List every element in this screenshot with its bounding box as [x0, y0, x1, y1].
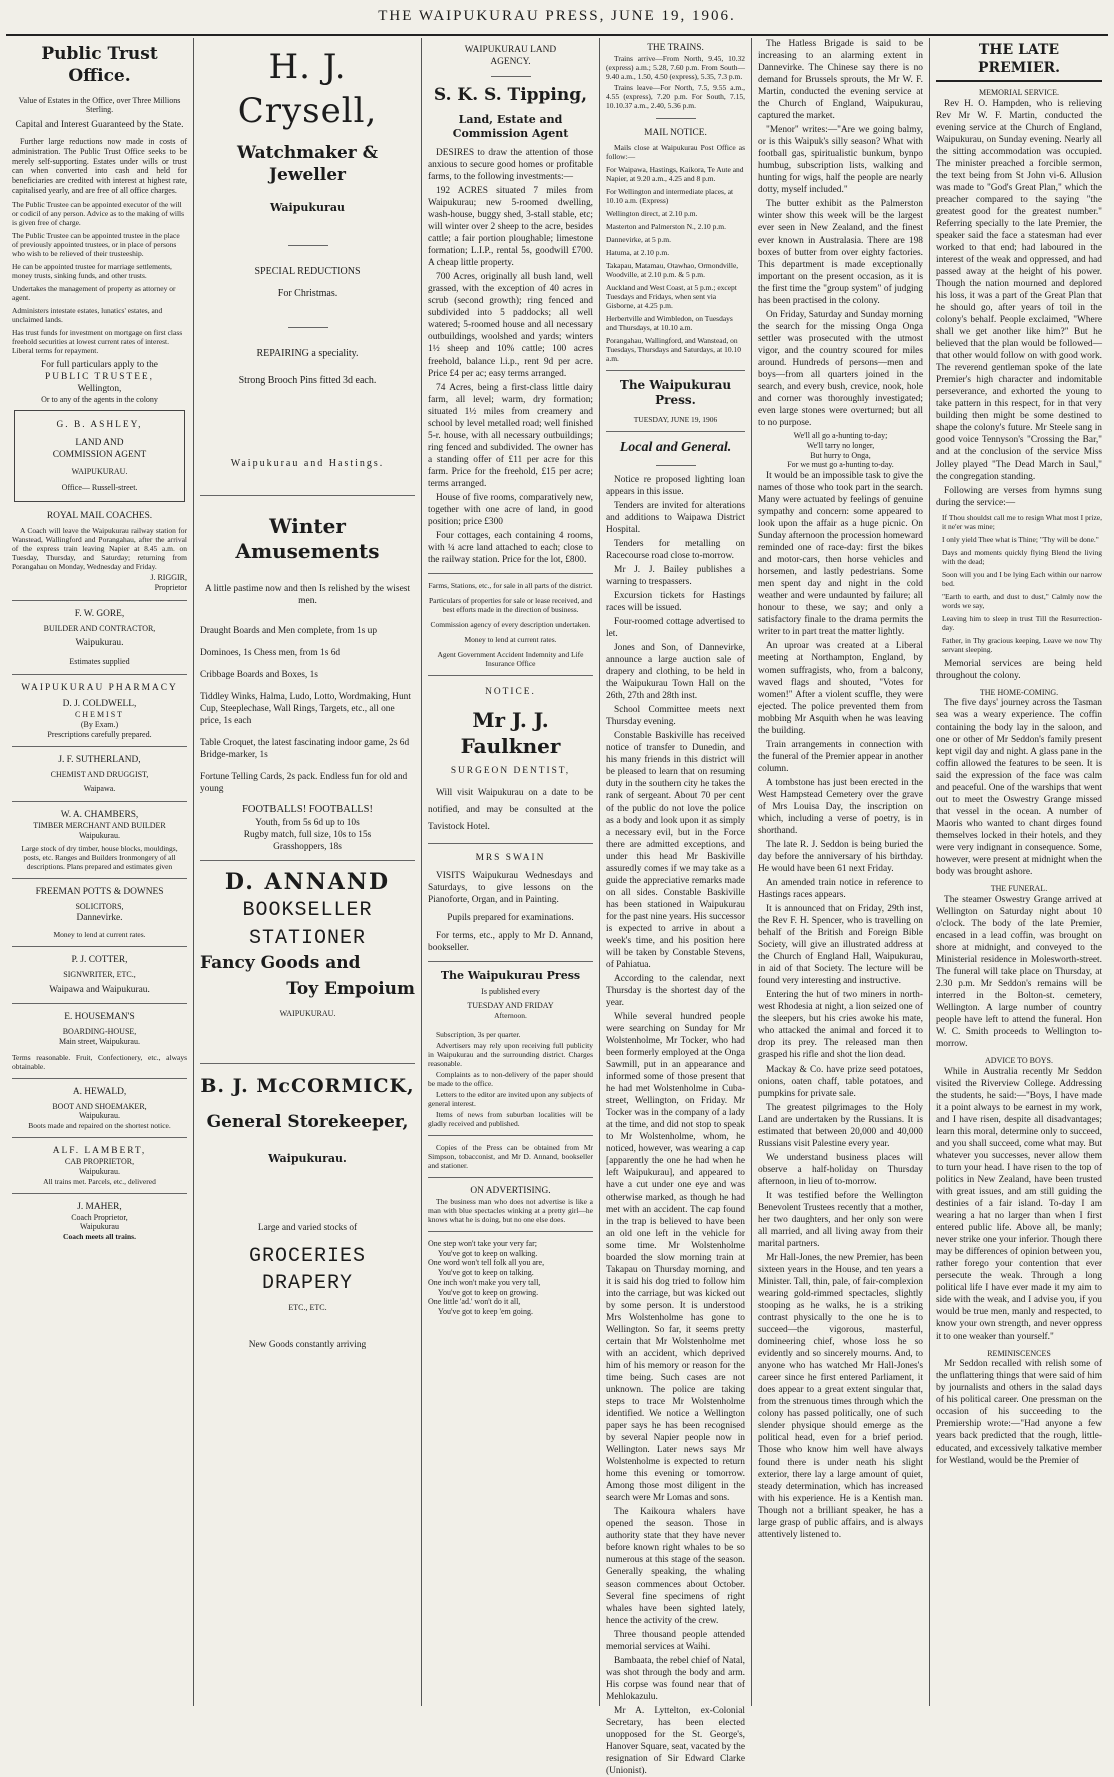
days: TUESDAY AND FRIDAY: [467, 1001, 554, 1011]
goods-item: Dominoes, 1s Chess men, from 1s 6d: [200, 648, 341, 659]
newspaper-masthead: THE WAIPUKURAU PRESS, JUNE 19, 1906.: [378, 8, 736, 24]
fancy-goods: Fancy Goods and: [200, 953, 361, 974]
mail-line: Takapau, Matamau, Otawhao, Ormondville, Woodville, at 2.10 p.m. & 5 p.m.: [606, 261, 739, 280]
advertising-text: The business man who does not advertise is like a man with blue spectacles winking at a pretty girl—he knows what he is doing, but no one else does.: [428, 1196, 593, 1224]
gore-name: F. W. GORE,: [74, 608, 125, 619]
winter-amusements: Winter Amusements: [235, 513, 380, 564]
news-para: The Kaikoura whalers have opened the season. Those in authority state that they have never before known right whales to be so numerous at this stage of the season. Generally speaking, the whaling season commences about October. Several fine specimens of right whales have been sighted lately, hence the activity of the crew.: [606, 1507, 745, 1626]
football-line: Youth, from 5s 6d up to 10s: [255, 817, 360, 828]
divider: [428, 573, 593, 574]
divider: [656, 118, 696, 119]
chambers-town: Waipukurau.: [79, 830, 120, 840]
sutherland-town: Waipawa.: [83, 784, 116, 794]
tipping-trade: Land, Estate and Commission Agent: [452, 112, 569, 140]
divider: [656, 465, 696, 466]
column-5: [752, 38, 930, 1706]
news-para: Train arrangements in connection with the funeral of the Premier appear in another column.: [758, 739, 923, 774]
chambers-text: Large stock of dry timber, house blocks, mouldings, posts, etc. Ranges and Builders Ironmongery of all descriptions. Plans prepared and estimates given: [21, 844, 178, 872]
crysell-town: Waipukurau: [270, 200, 345, 214]
ashley-line-1: LAND AND: [75, 438, 124, 449]
listing: 700 Acres, originally all bush land, well grassed, with the exception of 40 acres in scrub (second growth); ring fenced and subdivided into 5 paddocks; all well watered; 5-roomed house and all necessary outbuildings, woolshed and yards; winters 1½ sheep and 10% cattle; 100 acres freehold, balance l.i.p., rent 9d per acre. Price £4 per ac; easy terms arranged.: [428, 272, 593, 379]
divider: [12, 1003, 187, 1004]
news-para: It would be an impossible task to give the names of those who took part in the search. Many were actuated by feelings of genuine sympathy and concern: some appeared to look upon the affair as a huge picnic. On Sunday afternoon the procession homeward reminded one of race-day: first the bikes and motor-cars, then horse vehicles and horsemen, and lastly pedestrians. Some men spent day and night in the cold weather and were undaunted by failure; all honour to these, we say; and only a satisfactory finale to the drama permits the writer to in part treat the matter lightly.: [758, 471, 923, 638]
advertising-title: ON ADVERTISING.: [470, 1185, 551, 1196]
news-para: Tenders are invited for alterations and additions to Waipawa District Hospital.: [606, 500, 745, 535]
sub-info: Complaints as to non-delivery of the paper should be made to the office.: [428, 1069, 593, 1088]
public-trust-item-2: The Public Trustee can be appointed trustee in the place of previously appointed trustees, or in place of persons who wish to be relieved of their trusteeship.: [12, 230, 180, 258]
news-para: Four-roomed cottage advertised to let.: [606, 617, 745, 640]
news-para: Entering the hut of two miners in north-west Rhodesia at night, a lion seized one of the sleepers, but his cries awoke his mate, who attacked the animal and forced it to drop its prey. The released man then grasped his rifle and shot the lion dead.: [758, 990, 923, 1061]
hymn-verse: I only yield Thee what is Thine; "Thy will be done.": [942, 534, 1099, 544]
crysell-trade: Watchmaker & Jeweller: [236, 143, 378, 185]
memorial-held: Memorial services are being held throughout the colony.: [936, 658, 1102, 681]
brooch-pins: Strong Brooch Pins fitted 3d each.: [238, 375, 377, 386]
swain-text: VISITS Waipukurau Wednesdays and Saturdays, to give lessons on the Pianoforte, Organ, and in Painting.: [428, 871, 593, 906]
news-para: Notice re proposed lighting loan appears in this issue.: [606, 474, 745, 497]
land-agency-sub: AGENCY.: [490, 57, 531, 68]
poem-line: You've got to keep on growing.: [438, 1287, 539, 1297]
divider: [288, 245, 328, 246]
news-para: "Menor" writes:—"Are we going balmy, or is this Waipuk's silly season? What with football gas, spiritualistic bunkum, bynpo humbug, subscription lists, walking and hunting for wigs, half the people are nearly dotty, myself included.": [758, 125, 923, 196]
particulars: Particulars of properties for sale or lease received, and best efforts made in the direction of business.: [428, 596, 593, 615]
verse-line: But hurry to Onga,: [810, 450, 871, 460]
lambert-town: Waipukurau.: [79, 1166, 120, 1176]
gore-trade: BUILDER AND CONTRACTOR,: [43, 623, 156, 633]
hymn-verse: "Earth to earth, and dust to dust," Calmly now the words we say,: [942, 591, 1102, 610]
mccormick-name: B. J. McCORMICK,: [200, 1074, 415, 1097]
divider: [12, 1078, 187, 1079]
news-para: Mr A. Lyttelton, ex-Colonial Secretary, has been elected unopposed for the St. George's, Hanover Square, seat, vacated by the resignation of Sir Edward Clarke (Unionist).: [606, 1705, 745, 1776]
pharmacy-chemist: CHEMIST: [74, 710, 125, 720]
swain-terms: For terms, etc., apply to Mr D. Annand, bookseller.: [428, 931, 593, 954]
public-trust-item-1: The Public Trustee can be appointed executor of the will or codicil of any person. Advice as to the making of wills is given free of charge.: [12, 199, 185, 227]
hymn-verse: Leaving him to sleep in trust Till the Resurrection-day.: [942, 613, 1102, 632]
reminiscences-text: Mr Seddon recalled with relish some of the unflattering things that were said of him by journalists and others in the salad days of his political career. One pressman on the occasion of his succeeding to the Premiership wrote:—"Had anyone a few years back predicted that the rough, little-educated, and excessively talkative member for Westland, would be the Premier of: [936, 1359, 1102, 1466]
sub-info: Letters to the editor are invited upon any subjects of general interest.: [428, 1089, 593, 1108]
lambert-trade: CAB PROPRIETOR,: [64, 1157, 135, 1167]
news-para: An uproar was created at a Liberal meeting at Northampton, England, by women suffragists, who, from a balcony, waved flags and shouted, "Votes for women!" After a violent scuffle, they were ejected. The police prevented them from mobbing Mr Asquith when he was leaving the building.: [758, 641, 923, 736]
divider: [12, 801, 187, 802]
funeral-text: The steamer Oswestry Grange arrived at Wellington on Saturday night about 10 o'clock. The body of the late Premier, encased in a lead coffin, was brought on shore at midnight, and conveyed to the Ministerial residence in Molesworth-street. The funeral will take place on Thursday, at 2.30 p.m. Mr Seddon's remains will be interred in the Bolton-st. cemetery, Wellington. A large number of country people have left to attend the funeral. Hon W. C. Smith proceeds to Wellington to-morrow.: [936, 894, 1102, 1050]
divider: [428, 1231, 593, 1232]
verse-line: We'll tarry no longer,: [806, 440, 875, 450]
groceries: GROCERIES: [248, 1244, 367, 1268]
late-premier-heading: THE LATE PREMIER.: [936, 42, 1102, 82]
news-para: We understand business places will observe a half-holiday on Thursday afternoon, in lieu of to-morrow.: [758, 1152, 923, 1187]
divider: [491, 76, 531, 77]
hewald-trade: BOOT AND SHOEMAKER,: [52, 1101, 147, 1111]
listing: 74 Acres, being a first-class little dairy farm, all level; warm, dry formation; situated 1½ miles from creamery and school by level metalled road; well finished 5-r. house, with all necessary outbuildings; ring fenced and subdivided. The owner has a standing offer of £11 per acre for this farm. Price for the freehold, £15 per acre; terms arranged.: [428, 382, 593, 489]
divider: [606, 370, 745, 371]
divider: [428, 1135, 593, 1136]
mccormick-trade: General Storekeeper,: [206, 1111, 409, 1132]
poem-line: One little 'ad.' won't do it all,: [428, 1297, 521, 1307]
divider: [428, 961, 593, 962]
column-6: [930, 38, 1108, 1706]
farms: Farms, Stations, etc., for sale in all parts of the district.: [428, 581, 593, 591]
page-columns: [6, 38, 1108, 1776]
insurance-agent: Agent Government Accident Indemnity and Life Insurance Office: [437, 650, 584, 669]
column-2: [194, 38, 422, 1706]
goods-item: Table Croquet, the latest fascinating indoor game, 2s 6d Bridge-marker, 1s: [200, 738, 410, 761]
divider: [12, 600, 187, 601]
funeral-heading: THE FUNERAL.: [990, 883, 1048, 893]
goods-item: Cribbage Boards and Boxes, 1s: [200, 670, 318, 681]
ashley-office: Office— Russell-street.: [61, 483, 138, 493]
homecoming-heading: THE HOME-COMING.: [979, 687, 1059, 697]
local-general-heading: Local and General.: [619, 439, 732, 455]
news-para: A tombstone has just been erected in the West Hampstead Cemetery over the grave of Mrs Louisa Day, the inscription on which, including a verse of poetry, is in shorthand.: [758, 777, 923, 836]
notice: NOTICE.: [485, 687, 536, 698]
crysell-towns: Waipukurau and Hastings.: [230, 457, 385, 469]
copies: Copies of the Press can be obtained from Mr Simpson, tobacconist, and Mr D. Annand, bookseller and stationer.: [428, 1142, 593, 1170]
toy-emporium: Toy Empoium: [286, 979, 415, 1000]
gore-town: Waipukurau.: [75, 638, 124, 649]
christmas: For Christmas.: [277, 288, 338, 300]
divider: [200, 1063, 415, 1064]
pharmacy-exam: (By Exam.): [80, 719, 119, 729]
pupils: Pupils prepared for examinations.: [447, 913, 574, 924]
faulkner-name: Mr J. J. Faulkner: [460, 708, 561, 758]
divider: [428, 675, 593, 676]
freeman-town: Dannevirke.: [76, 913, 123, 924]
press-title: The Waipukurau Press: [440, 969, 581, 983]
news-para: On Friday, Saturday and Sunday morning the search for the missing Onga Onga settler was prosecuted with the utmost vigor, and the country scoured for miles around. Hundreds of persons—men and boys—from all quarters joined in the search, and every bush, crevice, nook, hole and corner was thoroughly investigated; even large stones were overturned; but all to no purpose.: [758, 309, 923, 428]
advice-text: While in Australia recently Mr Seddon visited the Riverview College. Addressing the students, he said:—"Boys, I have made it a point always to be earnest in my work, and I have risen, despite all disadvantages; learn this moral, determine only to succeed, and you shall succeed, come what may. But whatever you successes, never allow them to turn your head. I have risen to the top of politics in New Zealand, have been trusted with great issues, and am still guiding the destinies of a fair island. To-day I am wearing a hat no larger than when I first entered public life. Above all, be manly; never strike one your inferior. Though there may be differences of opinion between you, rather forego your contention that ever persecute the weak. Through a long political life I have ever made it my aim to side with the weak, and I advise you, if you would be true men, manly and respected, to know your own strength, and never oppress it to one weaker than yourself.": [936, 1066, 1102, 1342]
divider: [12, 878, 187, 879]
news-para: The greatest pilgrimages to the Holy Land are undertaken by the Russians. It is estimated that between 20,000 and 40,000 Russians visit Palestine every year.: [758, 1102, 923, 1149]
drapery: DRAPERY: [261, 1272, 353, 1296]
afternoon: Afternoon.: [494, 1010, 527, 1020]
pharmacy-title: WAIPUKURAU PHARMACY: [21, 683, 178, 694]
pharmacy-name: D. J. COLDWELL,: [62, 699, 137, 710]
coaches-proprietor: Proprietor: [154, 582, 187, 592]
listing: 192 ACRES situated 7 miles from Waipukurau; new 5-roomed dwelling, wash-house, buggy shed, 3-stall stable, etc; will winter over 2 sheep to the acre, besides cattle; a fair portion ploughable; limestone formation; L.I.P., rental 5s, goodwill £700. A cheap little property.: [428, 186, 593, 269]
public-trust-item-6: Has trust funds for investment on mortgage on first class freehold securities at lowest current rates of interest. Liberal terms for repayment.: [12, 327, 183, 355]
poem-line: One step won't take your very far;: [428, 1238, 537, 1248]
divider: [12, 1193, 187, 1194]
public-trust-place: Wellington,: [77, 383, 122, 394]
mail-line: Porangahau, Wallingford, and Wanstead, on Tuesdays, Thursdays and Saturdays, at 10.10 a.m.: [606, 336, 741, 364]
news-para: Excursion tickets for Hastings races will be issued.: [606, 590, 745, 613]
freeman-money: Money to lend at current rates.: [53, 930, 146, 940]
houseman-name: E. HOUSEMAN'S: [64, 1012, 135, 1023]
hewald-name: A. HEWALD,: [72, 1086, 127, 1097]
poem-line: You've got to keep 'em going.: [438, 1307, 533, 1317]
poem-line: You've got to keep on talking.: [438, 1268, 534, 1278]
hewald-text: Boots made and repaired on the shortest notice.: [28, 1121, 171, 1131]
coaches-signature: J. RIGGIR,: [150, 573, 187, 582]
maher-trade: Coach Proprietor,: [71, 1212, 128, 1222]
sub-info: Items of news from suburban localities will be gladly received and published.: [428, 1109, 593, 1128]
cotter-trade: SIGNWRITER, ETC.,: [63, 970, 136, 980]
divider: [12, 1137, 187, 1138]
public-trust-apply: For full particulars apply to the: [41, 359, 158, 370]
listing: House of five rooms, comparatively new, together with one acre of land, in good position; price £300: [428, 492, 593, 527]
mail-line: Hatuma, at 2.10 p.m.: [606, 248, 670, 258]
memorial-heading: MEMORIAL SERVICE.: [979, 87, 1059, 97]
tipping-intro: DESIRES to draw the attention of those anxious to secure good homes or profitable farms, to the following investments:—: [428, 147, 593, 183]
premier-para: Rev H. O. Hampden, who is relieving Rev Mr W. F. Martin, conducted the evening service at the Church of England, Waipukurau, on Sunday evening. Nearly all the sitting accommodation was occupied. The minister preached a forcible sermon, the text being from St John vi-6. Allusion was made to "God's Great Plan," which the preacher compared to the saying "the greatest good for the greatest number." Referring specially to the late Premier, the speaker said the face a statesman had ever worked to that end; had laboured in the interest of the weak and oppressed, and had passed away at the height of his power. Though the nation mourned and deplored his loss, it was a part of the Great Plan that he should go, after years of toil in the colony's behalf. People exclaimed, "Where shall we get another like him?" But he believed that the plan would be followed—that other would follow on with good work. The reverend gentleman spoke of the late Premier's high character and indomitable perseverance, and exhorted the young to take pattern in this respect, for in that very building then might be some destined to shape the colony's future. Mr Steele sang in good voice Tennyson's "Crossing the Bar," and at the conclusion of the service Miss Jolley played "The Dead March in Saul," the congregation standing.: [936, 98, 1102, 482]
news-para: The Hatless Brigade is said to be increasing to an alarming extent in Dannevirke. The Chinese say there is no demand for Brussels sprouts, the Mr W. F. Martin, conducted the evening service at the Church of England, Waipukurau, captured the market.: [758, 39, 923, 122]
ashley-name: G. B. ASHLEY,: [56, 420, 143, 431]
lambert-text: All trains met. Parcels, etc., delivered: [43, 1176, 156, 1186]
maher-name: J. MAHER,: [77, 1201, 122, 1212]
special-reductions: SPECIAL REDUCTIONS: [254, 265, 361, 277]
maher-town: Waipukurau: [80, 1222, 119, 1232]
public-trust-item-3: He can be appointed trustee for marriage settlements, money trusts, sinking funds, and other trusts.: [12, 261, 172, 280]
etc: ETC., ETC.: [288, 1302, 327, 1312]
public-trust-para: Further large reductions now made in costs of administration. The Public Trust Office seeks to be merely self-supporting. Estates under wills or trust can when converted into cash and held for beneficiaries are credited with interest at highest rate, capitalised yearly, and are free of all office charges.: [12, 137, 187, 195]
freeman-trade: SOLICITORS,: [75, 902, 124, 912]
mail-line: Masterton and Palmerston N., 2.10 p.m.: [606, 222, 726, 232]
news-para: Jones and Son, of Dannevirke, announce a large auction sale of drapery and clothing, to be held in the Waipukurau Town Hall on the 26th, 27th and 28th inst.: [606, 643, 745, 702]
poem-line: One inch won't make you very tall,: [428, 1277, 541, 1287]
mail-line: Dannevirke, at 5 p.m.: [606, 235, 671, 245]
large-stocks: Large and varied stocks of: [257, 1222, 358, 1233]
annand-town: WAIPUKURAU.: [279, 1008, 336, 1018]
news-para: According to the calendar, next Thursday is the shortest day of the year.: [606, 973, 745, 1008]
mail-line: Wellington direct, at 2.10 p.m.: [606, 209, 698, 219]
public-trust-agents: Or to any of the agents in the colony: [41, 394, 158, 404]
column-1: [6, 38, 194, 1706]
public-trust-item-5: Administers intestate estates, lunatics' estates, and unclaimed lands.: [12, 305, 163, 324]
ashley-town: WAIPUKURAU.: [71, 467, 128, 477]
hymn-verse: Days and moments quickly flying Blend the living with the dead;: [942, 547, 1102, 566]
sub-info: Subscription, 3s per quarter.: [436, 1029, 521, 1039]
cotter-towns: Waipawa and Waipukurau.: [49, 985, 150, 996]
news-para: School Committee meets next Thursday evening.: [606, 705, 745, 728]
reminiscences-heading: REMINISCENCES: [987, 1348, 1051, 1358]
footballs: FOOTBALLS! FOOTBALLS!: [242, 804, 373, 816]
poem-line: You've got to keep on walking.: [438, 1248, 538, 1258]
mail-line: For Waipawa, Hastings, Kaikora, Te Aute and Napier, at 9.20 a.m., 4.25 and 8 p.m.: [606, 165, 744, 184]
new-goods: New Goods constantly arriving: [248, 1339, 367, 1350]
sutherland-name: J. F. SUTHERLAND,: [58, 755, 141, 766]
divider: [12, 746, 187, 747]
money-lend: Money to lend at current rates.: [464, 635, 557, 645]
mccormick-town: Waipukurau.: [268, 1151, 347, 1165]
goods-item: Tiddley Winks, Halma, Ludo, Lotto, Wordmaking, Hunt Cup, Steeplechase, Wall Rings, Targets, etc., all one price, 1s each: [200, 692, 411, 727]
land-agency-title: WAIPUKURAU LAND: [464, 45, 557, 55]
sutherland-trade: CHEMIST AND DRUGGIST,: [50, 770, 149, 780]
published: Is published every: [481, 987, 540, 997]
divider: [12, 946, 187, 947]
news-para: Constable Baskiville has received notice of transfer to Dunedin, and his many friends in this district will be pleased to learn that on resuming duty in the southern city he takes the rank of sergeant. About 70 per cent of the public do not love the police as a body and look upon it as simply a necessary evil, but in the Force there are admitted exceptions, and under this head Mr Baskiville assuredly comes if we may take as a guide the appreciative remarks made on all sides. Constable Baskiville has been stationed in Waipukurau for the past nine years. His successor is expected to arrive in about a week's time, and his position here will be taken by Constable Stevens, of Pahiatua.: [606, 731, 745, 970]
news-para: While several hundred people were searching on Sunday for Mr Wolstenholme, Mr Tocker, who had been formerly employed at the Onga Sawmill, put in an appearance and informed some of those present that he had met Wolstenholme in Cuba-street, Wellington, on Friday. Mr Tocker was in the company of a lady at the time, and did not stop to speak to Mr Wolstenholme, whom, he noticed, however, was wearing a cap [apparently the one he had when he left Waipukurau], and appeared to have a cut under one eye and was otherwise marked, as though he had met with an accident. The cap found in the trap is believed to have been an old one left in the vehicle for some time. Mr Wolstenholme boarded the slow morning train at Takapau on Thursday morning, and it is said his dog tried to follow him into the carriage, but was kicked out by some person. It is understood Mrs Wolstenholme has gone to Wellington. So far, it seems pretty certain that Mr Wolstenholme met with an accident, which deprived him of his memory or reason for the time being. Such cases are not unknown. The police are taking steps to trace Mr Wolstenholme identified. We notice a Wellington paper says he has been recognised by several Napier people now in Wellington. Later news says Mr Wolstenholme is expected to return home this evening or tomorrow. Among those most diligent in the search were Mr Lomas and sons.: [606, 1012, 745, 1504]
ashley-ad: [14, 410, 185, 502]
chambers-name: W. A. CHAMBERS,: [60, 809, 139, 820]
advice-heading: ADVICE TO BOYS.: [985, 1056, 1053, 1066]
divider: [12, 674, 187, 675]
bookseller: BOOKSELLER: [242, 899, 373, 923]
issue-date: TUESDAY, JUNE 19, 1906: [633, 414, 718, 424]
verse-line: For we must go a-hunting to-day.: [787, 460, 894, 470]
public-trust-line-2: Capital and Interest Guaranteed by the State.: [15, 120, 184, 130]
coaches-text: A Coach will leave the Waipukurau railway station for Wanstead, Wallingford and Porangahau, after the arrival of the express train leaving Napier at 8.45 a.m. on Tuesday, Thursday, and Saturday; returning from Porangahau on Monday, Wednesday and Friday.: [12, 526, 187, 571]
public-trust-line-1: Value of Estates in the Office, over Three Millions Sterling.: [18, 95, 181, 115]
news-para: The late R. J. Seddon is being buried the day before the anniversary of his birthday. He would have been 61 next Friday.: [758, 839, 923, 874]
public-trustee: PUBLIC TRUSTEE,: [44, 371, 154, 382]
masthead-rule: [6, 34, 1108, 36]
goods-item: Draught Boards and Men complete, from 1s up: [200, 626, 378, 637]
swain-name: MRS SWAIN: [475, 853, 546, 864]
mail-line: For Wellington and intermediate places, at 10.10 a.m. (Express): [606, 187, 734, 206]
annand-name: D. ANNAND: [224, 868, 391, 895]
divider: [200, 495, 415, 496]
mail-title: MAIL NOTICE.: [644, 128, 707, 139]
hymn-verse: Soon will you and I be lying Each within our narrow bed.: [942, 569, 1102, 588]
poem-line: One word won't tell folk all you are,: [428, 1258, 545, 1268]
faulkner-text: Will visit Waipukurau on a date to be notified, and may be consulted at the Tavistock Hotel.: [428, 788, 593, 833]
homecoming-text: The five days' journey across the Tasman sea was a weary experience. The coffin containing the body lay in the saloon, and one or other of Mr Seddon's family present kept vigil day and night. A glass pane in the coffin allowed the features to be seen. It is said the expression of the face was calm and peaceful. One of the warships that went out to meet the Oswestry Grange missed that vessel in the ocean. A number of Maoris who wanted to chant dirges found themselves locked in their hotels, and they were very indignant in consequence. Some, however, were present at midnight when the body was brought ashore.: [936, 698, 1102, 877]
hymn-verse: If Thou shouldst call me to resign What most I prize, it ne'er was mine;: [942, 512, 1102, 531]
sub-info: Advertisers may rely upon receiving full publicity in Waipukurau and the surrounding district. Charges reasonable.: [428, 1040, 593, 1068]
news-para: Bambaata, the rebel chief of Natal, was shot through the body and arm. His corpse was found near that of Mehlokazulu.: [606, 1655, 745, 1702]
winter-tagline: A little pastime now and then Is relished by the wisest men.: [204, 583, 411, 606]
lambert-name: ALF. LAMBERT,: [52, 1146, 147, 1157]
train-line: Trains arrive—From North, 9.45, 10.32 (express) a.m.; 5.28, 7.60 p.m. From South—9.40 a.m., 1.50, 4.50 (express), 5.35, 7.3 p.m.: [606, 54, 745, 82]
verse-line: We'll all go a-hunting to-day;: [793, 431, 888, 440]
football-line: Rugby match, full size, 10s to 15s: [243, 829, 372, 840]
column-4: [600, 38, 752, 1776]
freeman-name: FREEMAN POTTS & DOWNES: [35, 887, 164, 898]
ashley-line-2: COMMISSION AGENT: [52, 450, 147, 461]
gore-estimates: Estimates supplied: [69, 657, 130, 667]
repairing: REPAIRING a speciality.: [256, 348, 359, 360]
divider: [428, 1177, 593, 1178]
news-para: Mr J. J. Bailey publishes a warning to trespassers.: [606, 564, 745, 587]
houseman-street: Main street, Waipukurau.: [59, 1036, 140, 1046]
divider: [428, 843, 593, 844]
news-para: Mackay & Co. have prize seed potatoes, onions, oaten chaff, table potatoes, and pumpkins for private sale.: [758, 1064, 923, 1099]
coaches-title: ROYAL MAIL COACHES.: [46, 510, 153, 521]
public-trust-title: Public Trust Office.: [41, 44, 158, 86]
train-line: Trains leave—For North, 7.5, 9.55 a.m., 4.55 (express), 7.20 p.m. For South, 7.15, 10.10.37 a.m., 2.40, 5.36 p.m.: [606, 83, 745, 111]
column-3: [422, 38, 600, 1706]
listing: Four cottages, each containing 4 rooms, with ¼ acre land attached to each; close to the railway station. Price for the lot, £800.: [428, 530, 593, 565]
public-trust-item-4: Undertakes the management of property as attorney or agent.: [12, 283, 176, 302]
crysell-name: H. J. Crysell,: [237, 47, 378, 131]
chambers-trade: TIMBER MERCHANT AND BUILDER: [33, 820, 166, 830]
divider: [288, 327, 328, 328]
news-para: Tenders for metalling on Racecourse road close to-morrow.: [606, 538, 745, 561]
divider: [200, 860, 415, 861]
goods-item: Fortune Telling Cards, 2s pack. Endless fun for old and young: [200, 772, 408, 795]
cotter-name: P. J. COTTER,: [71, 955, 128, 966]
divider: [606, 431, 745, 432]
football-line: Grasshoppers, 18s: [273, 841, 342, 852]
news-para: It was testified before the Wellington Benevolent Trustees recently that a mother, her two daughters, and her only son were all married, and all living away from their marital partners.: [758, 1190, 923, 1249]
trains-title: THE TRAINS.: [647, 43, 704, 53]
hymn-verse: Father, in Thy gracious keeping, Leave we now Thy servant sleeping.: [942, 635, 1102, 654]
houseman-text: Terms reasonable. Fruit, Confectionery, etc., always obtainable.: [12, 1052, 187, 1071]
tipping-name: S. K. S. Tipping,: [433, 85, 588, 106]
mail-line: Herbertville and Wimbledon, on Tuesdays and Thursdays, at 10.10 a.m.: [606, 314, 733, 333]
news-para: It is announced that on Friday, 29th inst, the Rev F. H. Spencer, who is travelling on behalf of the British and Foreign Bible Society, will give an illustrated address at the Church of England Hall, Waipukurau, in aid of that Society. The lecture will be found very interesting and instructive.: [758, 904, 923, 987]
news-para: The butter exhibit as the Palmerston winter show this week will be the largest ever seen in New Zealand, and the finest ever known in Australasia. There are 198 boxes of butter from over eighty factories. This department is made exceptionally important on the present occasion, as it is the first time the "group system" of judging has been practised in the colony.: [758, 199, 923, 306]
maher-text: Coach meets all trains.: [63, 1232, 136, 1242]
stationer: STATIONER: [248, 926, 367, 950]
pharmacy-prescriptions: Prescriptions carefully prepared.: [47, 729, 152, 739]
commission: Commission agency of every description undertaken.: [430, 620, 591, 630]
news-para: An amended train notice in reference to Hastings races appears.: [758, 878, 923, 901]
houseman-trade: BOARDING-HOUSE,: [62, 1027, 137, 1037]
mail-intro: Mails close at Waipukurau Post Office as follow:—: [606, 143, 745, 162]
news-para: Three thousand people attended memorial services at Waihi.: [606, 1629, 745, 1652]
hewald-town: Waipukurau.: [79, 1111, 120, 1121]
mail-line: Auckland and West Coast, at 5 p.m.; except Tuesdays and Fridays, when sent via Gisborne, at 4.25 p.m.: [606, 283, 737, 311]
press-masthead: The Waipukurau Press.: [619, 378, 732, 408]
news-para: Mr Hall-Jones, the new Premier, has been sixteen years in the House, and ten years a Minister. Tall, thin, pale, of fair-complexion wearing gold-rimmed spectacles, slightly stooping as he walks, he is a striking contrast physically to the one he is to succeed—the vigorous, masterful, domineering chief, whose loss he so evidently and so sincerely mourns. And, to anyone who has watched Mr Hall-Jones's career since he first entered Parliament, it does appear to a great extent singular that, from the strenuous times through which the colony has passed politically, one of such slender physique should emerge as the political head, even for a brief period. Those who know him well have always found there is under neath his slight exterior, there lay a large amount of quiet, steady determination, which has increased with his experience. He is a Kentish man. Though not a brilliant speaker, he has a large grasp of public affairs, and is always attentively listened to.: [758, 1252, 923, 1540]
surgeon-dentist: SURGEON DENTIST,: [450, 766, 571, 777]
premier-para: Following are verses from hymns sung during the service:—: [936, 485, 1102, 508]
